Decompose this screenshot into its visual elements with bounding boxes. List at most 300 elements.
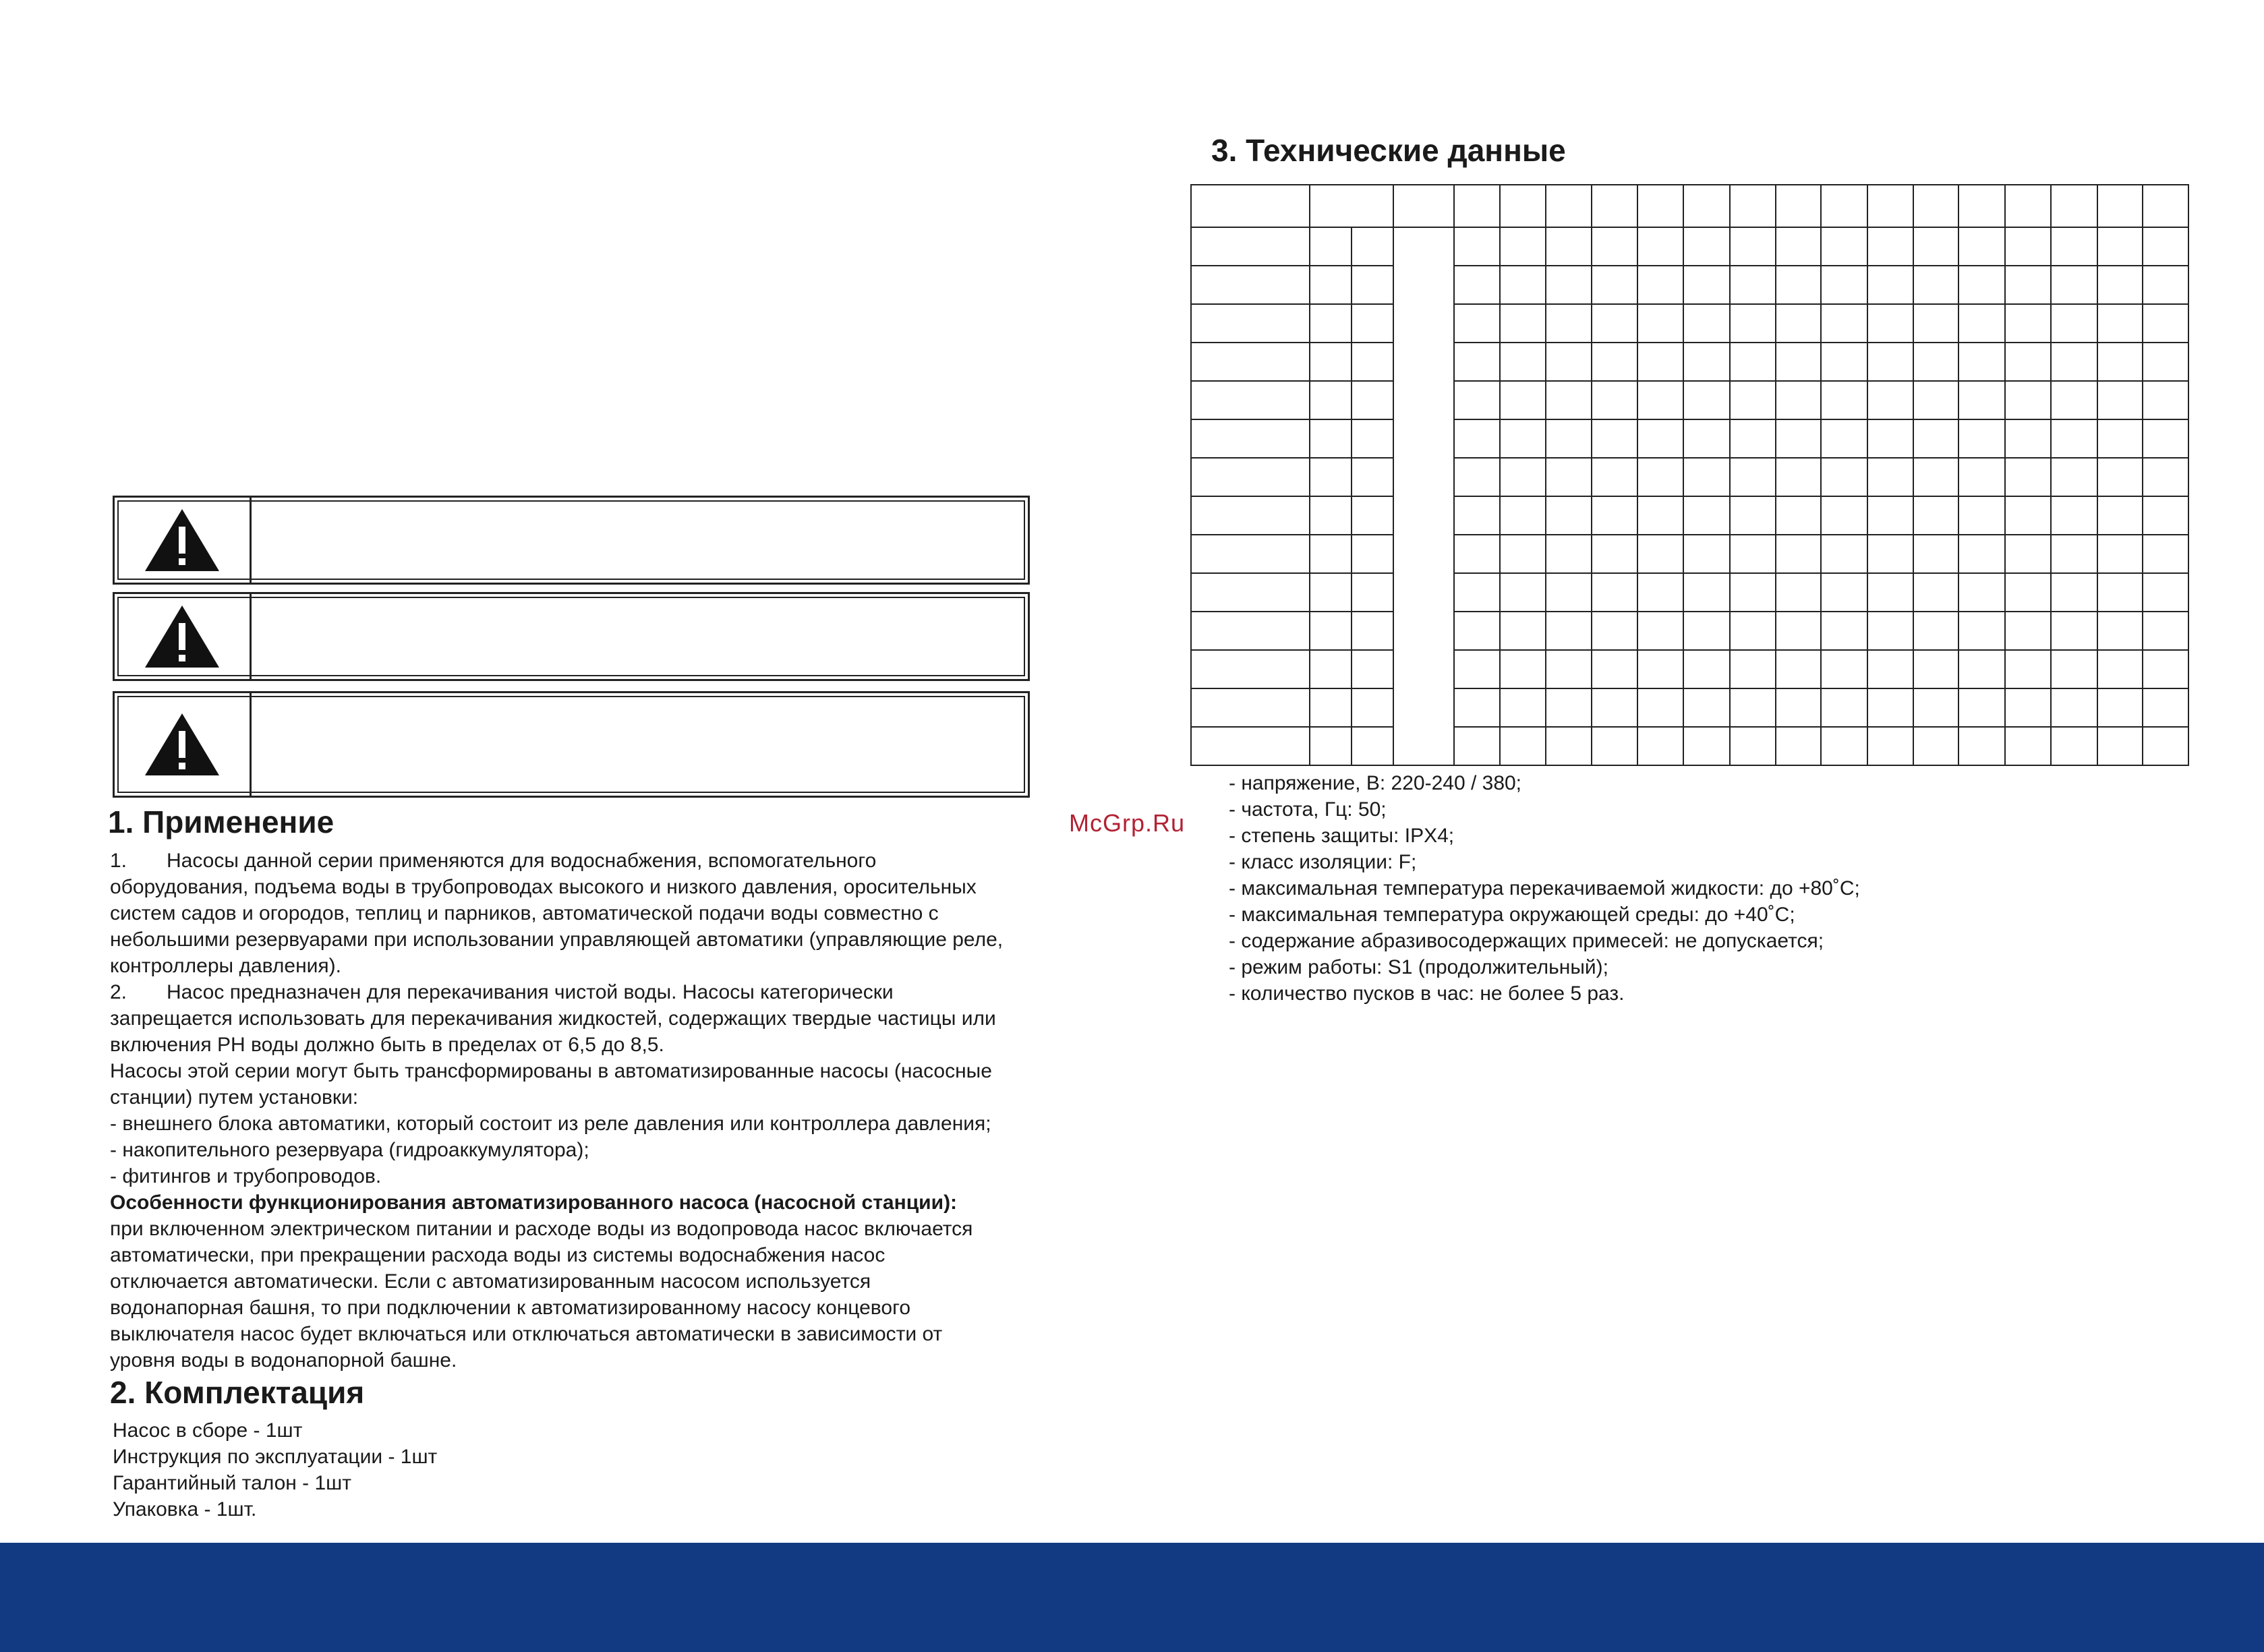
table-cell: [1958, 535, 2005, 573]
table-cell: [1352, 419, 1393, 458]
section-1-title: 1. Применение: [108, 804, 335, 839]
table-cell: [1958, 419, 2005, 458]
table-cell: [1913, 419, 1959, 458]
table-cell: [1191, 612, 1310, 650]
table-cell: [1821, 727, 1867, 765]
table-row: [1191, 343, 2188, 381]
table-cell: [2051, 227, 2097, 266]
table-cell: [1958, 573, 2005, 612]
table-cell: [1191, 185, 1310, 227]
table-cell: [1592, 227, 1638, 266]
table-cell: [1352, 612, 1393, 650]
paragraph-2: [110, 979, 1068, 1058]
table-cell: [1546, 343, 1592, 381]
table-cell: [2143, 727, 2188, 765]
table-cell: [1500, 535, 1546, 573]
table-cell: [2051, 266, 2097, 304]
text-line: Насосы этой серии могут быть трансформированы в автоматизированные насосы (насосные: [110, 1060, 992, 1082]
table-cell: [1500, 266, 1546, 304]
table-cell: [1637, 227, 1683, 266]
table-cell: [1546, 266, 1592, 304]
table-cell: [1683, 381, 1730, 419]
table-cell: [1454, 227, 1501, 266]
table-cell: [1776, 343, 1822, 381]
table-cell: [1637, 496, 1683, 535]
table-cell: [2097, 185, 2143, 227]
table-cell: [1500, 304, 1546, 343]
table-cell: [1454, 688, 1501, 727]
table-cell: [1546, 535, 1592, 573]
table-cell: [1191, 227, 1310, 266]
table-cell: [2051, 343, 2097, 381]
list-item: - фитингов и трубопроводов.: [110, 1165, 382, 1187]
warning-triangle-icon: [143, 506, 221, 574]
table-cell: [1592, 612, 1638, 650]
table-row: [1191, 496, 2188, 535]
table-cell: [1191, 727, 1310, 765]
table-cell: [1821, 419, 1867, 458]
table-cell: [1546, 612, 1592, 650]
table-cell: [1637, 185, 1683, 227]
table-cell: [1776, 650, 1822, 688]
table-cell: [1913, 496, 1959, 535]
table-cell: [1500, 227, 1546, 266]
warning-box-3: [113, 691, 1030, 798]
table-cell: [2005, 496, 2051, 535]
table-cell: [1352, 304, 1393, 343]
table-cell: [1592, 688, 1638, 727]
list-item: Инструкция по эксплуатации - 1шт: [113, 1446, 438, 1468]
spec-item: - класс изоляции: F;: [1229, 851, 1417, 873]
table-cell: [2051, 185, 2097, 227]
table-cell: [1637, 458, 1683, 496]
table-cell: [1776, 458, 1822, 496]
table-cell: [1500, 727, 1546, 765]
table-cell: [2143, 650, 2188, 688]
table-cell: [1310, 185, 1393, 227]
paragraph-2-number: 2.: [110, 981, 127, 1003]
spec-item: - содержание абразивосодержащих примесей: не допускается;: [1229, 930, 1824, 952]
table-cell: [1546, 688, 1592, 727]
list-item: Упаковка - 1шт.: [113, 1498, 257, 1521]
table-cell: [1310, 650, 1352, 688]
table-cell: [1592, 419, 1638, 458]
table-cell: [1454, 535, 1501, 573]
table-cell: [1958, 381, 2005, 419]
table-cell: [1776, 304, 1822, 343]
table-cell: [1546, 573, 1592, 612]
table-cell: [1821, 612, 1867, 650]
table-cell: [2143, 227, 2188, 266]
table-cell: [2005, 458, 2051, 496]
table-cell: [2143, 185, 2188, 227]
text-line: запрещается использовать для перекачивания жидкостей, содержащих твердые частицы или: [110, 1007, 996, 1030]
table-cell: [1500, 458, 1546, 496]
table-cell: [2005, 688, 2051, 727]
text-line: небольшими резервуарами при использовании управляющей автоматики (управляющие реле,: [110, 928, 1004, 951]
table-cell: [1867, 727, 1913, 765]
list-item: - внешнего блока автоматики, который состоит из реле давления или контроллера давления;: [110, 1113, 991, 1135]
paragraph-4: [110, 1216, 1068, 1374]
table-cell: [1393, 227, 1454, 765]
list-item: Насос в сборе - 1шт: [113, 1419, 303, 1442]
table-cell: [1352, 688, 1393, 727]
warning-icon-cell: [115, 594, 252, 679]
table-cell: [1958, 458, 2005, 496]
table-cell: [1776, 496, 1822, 535]
table-cell: [1310, 688, 1352, 727]
table-cell: [1500, 573, 1546, 612]
table-cell: [2097, 419, 2143, 458]
paragraph-1: [110, 848, 1068, 979]
text-line: включения РН воды должно быть в пределах от 6,5 до 8,5.: [110, 1034, 664, 1056]
table-cell: [1454, 343, 1501, 381]
table-cell: [1867, 688, 1913, 727]
table-cell: [1637, 727, 1683, 765]
table-row: [1191, 419, 2188, 458]
table-cell: [1310, 266, 1352, 304]
section-3-title: 3. Технические данные: [1211, 133, 1566, 168]
table-cell: [2005, 650, 2051, 688]
table-cell: [1776, 419, 1822, 458]
table-cell: [1454, 304, 1501, 343]
table-cell: [1310, 419, 1352, 458]
text-line: уровня воды в водонапорной башне.: [110, 1349, 457, 1371]
table-cell: [1958, 227, 2005, 266]
table-cell: [1821, 343, 1867, 381]
table-cell: [1637, 381, 1683, 419]
table-cell: [1592, 458, 1638, 496]
table-cell: [1191, 535, 1310, 573]
warning-triangle-icon: [143, 603, 221, 670]
table-cell: [1191, 496, 1310, 535]
table-cell: [1821, 227, 1867, 266]
table-cell: [1913, 458, 1959, 496]
section-1-body: [110, 848, 1068, 1374]
text-line: автоматически, при прекращении расхода воды из системы водоснабжения насос: [110, 1244, 886, 1266]
table-cell: [1958, 304, 2005, 343]
table-cell: [1454, 185, 1501, 227]
table-cell: [2051, 496, 2097, 535]
table-cell: [2005, 612, 2051, 650]
table-cell: [2097, 727, 2143, 765]
warning-text: [252, 498, 1028, 583]
table-cell: [1683, 650, 1730, 688]
list-item: Гарантийный талон - 1шт: [113, 1472, 351, 1494]
table-cell: [1546, 650, 1592, 688]
table-cell: [1913, 650, 1959, 688]
table-cell: [1592, 185, 1638, 227]
table-cell: [1958, 612, 2005, 650]
table-cell: [1730, 227, 1776, 266]
table-cell: [1913, 304, 1959, 343]
table-cell: [1776, 266, 1822, 304]
table-cell: [1637, 612, 1683, 650]
table-cell: [1191, 688, 1310, 727]
table-cell: [2051, 535, 2097, 573]
table-cell: [1310, 535, 1352, 573]
table-cell: [1913, 535, 1959, 573]
table-cell: [1867, 573, 1913, 612]
table-cell: [1867, 266, 1913, 304]
text-line: станции) путем установки:: [110, 1086, 359, 1109]
table-cell: [1913, 573, 1959, 612]
table-cell: [1730, 727, 1776, 765]
table-cell: [1637, 419, 1683, 458]
table-row: [1191, 227, 2188, 266]
table-cell: [1310, 458, 1352, 496]
table-cell: [1546, 727, 1592, 765]
table-cell: [1913, 612, 1959, 650]
table-cell: [1352, 650, 1393, 688]
table-row: [1191, 650, 2188, 688]
table-cell: [2051, 381, 2097, 419]
table-cell: [2051, 304, 2097, 343]
table-cell: [1352, 727, 1393, 765]
table-cell: [2143, 612, 2188, 650]
table-cell: [2097, 381, 2143, 419]
table-cell: [2097, 227, 2143, 266]
table-cell: [2143, 573, 2188, 612]
text-line: водонапорная башня, то при подключении к автоматизированному насосу концевого: [110, 1297, 911, 1319]
table-cell: [2051, 458, 2097, 496]
table-cell: [1546, 419, 1592, 458]
table-cell: [2005, 304, 2051, 343]
table-cell: [1500, 419, 1546, 458]
table-cell: [1683, 458, 1730, 496]
table-cell: [1352, 381, 1393, 419]
table-cell: [2005, 185, 2051, 227]
table-cell: [1191, 304, 1310, 343]
table-cell: [1821, 185, 1867, 227]
table-cell: [1958, 727, 2005, 765]
table-cell: [1958, 343, 2005, 381]
table-cell: [1500, 612, 1546, 650]
table-cell: [2143, 458, 2188, 496]
table-cell: [1592, 266, 1638, 304]
table-cell: [1913, 185, 1959, 227]
warning-box-2: [113, 592, 1030, 681]
text-line: отключается автоматически. Если с автоматизированным насосом используется: [110, 1270, 871, 1293]
table-cell: [1913, 381, 1959, 419]
table-row: [1191, 185, 2188, 227]
table-cell: [2005, 227, 2051, 266]
table-cell: [2005, 381, 2051, 419]
footer-band: [0, 1543, 2264, 1652]
table-cell: [2051, 650, 2097, 688]
table-cell: [2005, 535, 2051, 573]
table-cell: [1454, 496, 1501, 535]
table-cell: [1191, 266, 1310, 304]
table-cell: [1454, 573, 1501, 612]
table-cell: [1867, 535, 1913, 573]
table-cell: [2143, 535, 2188, 573]
spec-item: - степень защиты: IPX4;: [1229, 825, 1455, 847]
table-cell: [1637, 535, 1683, 573]
table-cell: [1637, 688, 1683, 727]
table-cell: [1592, 496, 1638, 535]
table-row: [1191, 266, 2188, 304]
table-cell: [1352, 573, 1393, 612]
table-cell: [2005, 727, 2051, 765]
table-cell: [2143, 304, 2188, 343]
table-cell: [1683, 573, 1730, 612]
table-cell: [2051, 573, 2097, 612]
table-cell: [1592, 573, 1638, 612]
table-cell: [2143, 343, 2188, 381]
table-cell: [1821, 496, 1867, 535]
table-cell: [1867, 419, 1913, 458]
table-cell: [1776, 535, 1822, 573]
table-cell: [1730, 381, 1776, 419]
list-item: - накопительного резервуара (гидроаккумулятора);: [110, 1139, 589, 1161]
table-cell: [1191, 381, 1310, 419]
table-cell: [1683, 185, 1730, 227]
table-cell: [2097, 266, 2143, 304]
table-cell: [1683, 688, 1730, 727]
table-cell: [1352, 266, 1393, 304]
table-cell: [1310, 227, 1352, 266]
spec-list: [1229, 770, 1860, 1007]
table-cell: [1683, 227, 1730, 266]
table-cell: [2097, 496, 2143, 535]
table-cell: [1730, 419, 1776, 458]
table-cell: [1730, 266, 1776, 304]
table-row: [1191, 573, 2188, 612]
spec-item: - частота, Гц: 50;: [1229, 798, 1387, 821]
text-line: оборудования, подъема воды в трубопроводах высокого и низкого давления, оросительных: [110, 876, 977, 898]
table-cell: [1393, 185, 1454, 227]
table-cell: [2051, 688, 2097, 727]
table-cell: [2005, 573, 2051, 612]
table-cell: [1454, 612, 1501, 650]
table-cell: [2097, 612, 2143, 650]
table-cell: [1592, 381, 1638, 419]
table-cell: [2143, 381, 2188, 419]
table-cell: [1592, 343, 1638, 381]
table-cell: [1310, 573, 1352, 612]
table-cell: [1352, 496, 1393, 535]
table-cell: [1352, 343, 1393, 381]
table-cell: [2097, 573, 2143, 612]
table-cell: [1683, 419, 1730, 458]
table-cell: [2005, 419, 2051, 458]
table-cell: [1867, 227, 1913, 266]
table-cell: [1776, 185, 1822, 227]
spec-item: - максимальная температура перекачиваемой жидкости: до +80˚С;: [1229, 877, 1860, 899]
table-cell: [1730, 688, 1776, 727]
table-cell: [1776, 727, 1822, 765]
table-cell: [2051, 612, 2097, 650]
table-cell: [1310, 381, 1352, 419]
warning-box-1: [113, 496, 1030, 585]
table-cell: [1637, 266, 1683, 304]
table-cell: [2097, 343, 2143, 381]
bold-heading: Особенности функционирования автоматизированного насоса (насосной станции):: [110, 1191, 958, 1214]
table-cell: [1821, 304, 1867, 343]
warning-text: [252, 693, 1028, 796]
table-cell: [1310, 304, 1352, 343]
table-cell: [1352, 535, 1393, 573]
table-cell: [1310, 612, 1352, 650]
paragraph-3: [110, 1058, 1068, 1189]
table-cell: [1958, 266, 2005, 304]
table-cell: [1730, 535, 1776, 573]
text-line: выключателя насос будет включаться или отключаться автоматически в зависимости от: [110, 1323, 943, 1345]
table-cell: [1592, 304, 1638, 343]
table-cell: [1454, 650, 1501, 688]
table-cell: [2051, 727, 2097, 765]
table-cell: [1500, 381, 1546, 419]
table-cell: [1637, 304, 1683, 343]
table-cell: [2097, 650, 2143, 688]
table-row: [1191, 535, 2188, 573]
warning-icon-cell: [115, 693, 252, 796]
table-cell: [1191, 343, 1310, 381]
table-cell: [1683, 612, 1730, 650]
text-line: Насос предназначен для перекачивания чистой воды. Насосы категорически: [167, 981, 894, 1003]
table-cell: [1500, 343, 1546, 381]
warning-icon-cell: [115, 498, 252, 583]
table-cell: [1683, 266, 1730, 304]
table-cell: [1592, 727, 1638, 765]
table-cell: [1191, 573, 1310, 612]
table-cell: [2005, 343, 2051, 381]
table-cell: [1821, 650, 1867, 688]
table-cell: [1310, 727, 1352, 765]
table-cell: [1546, 185, 1592, 227]
warning-text: [252, 594, 1028, 679]
table-cell: [1867, 612, 1913, 650]
table-cell: [1821, 381, 1867, 419]
table-cell: [2143, 419, 2188, 458]
text-line: Насосы данной серии применяются для водоснабжения, вспомогательного: [167, 850, 877, 872]
table-cell: [1913, 266, 1959, 304]
table-cell: [1454, 727, 1501, 765]
table-cell: [1191, 419, 1310, 458]
table-cell: [1821, 458, 1867, 496]
table-cell: [1867, 650, 1913, 688]
tech-data-table: [1190, 184, 2189, 766]
table-cell: [1500, 688, 1546, 727]
table-cell: [2051, 419, 2097, 458]
table-cell: [1867, 185, 1913, 227]
table-cell: [1730, 650, 1776, 688]
table-cell: [1867, 458, 1913, 496]
table-row: [1191, 727, 2188, 765]
table-cell: [1546, 227, 1592, 266]
table-cell: [1913, 343, 1959, 381]
table-cell: [1454, 419, 1501, 458]
table-cell: [1913, 688, 1959, 727]
table-cell: [1637, 650, 1683, 688]
table-cell: [1191, 458, 1310, 496]
table-cell: [1592, 535, 1638, 573]
table-cell: [1776, 227, 1822, 266]
table-cell: [1683, 343, 1730, 381]
warning-triangle-icon: [143, 711, 221, 778]
table-cell: [2097, 458, 2143, 496]
table-cell: [1776, 381, 1822, 419]
table-cell: [1913, 727, 1959, 765]
table-cell: [1500, 650, 1546, 688]
table-cell: [1958, 496, 2005, 535]
paragraph-1-number: 1.: [110, 850, 127, 872]
table-cell: [1546, 458, 1592, 496]
table-row: [1191, 612, 2188, 650]
watermark: McGrp.Ru: [1069, 809, 1186, 837]
table-cell: [2143, 266, 2188, 304]
